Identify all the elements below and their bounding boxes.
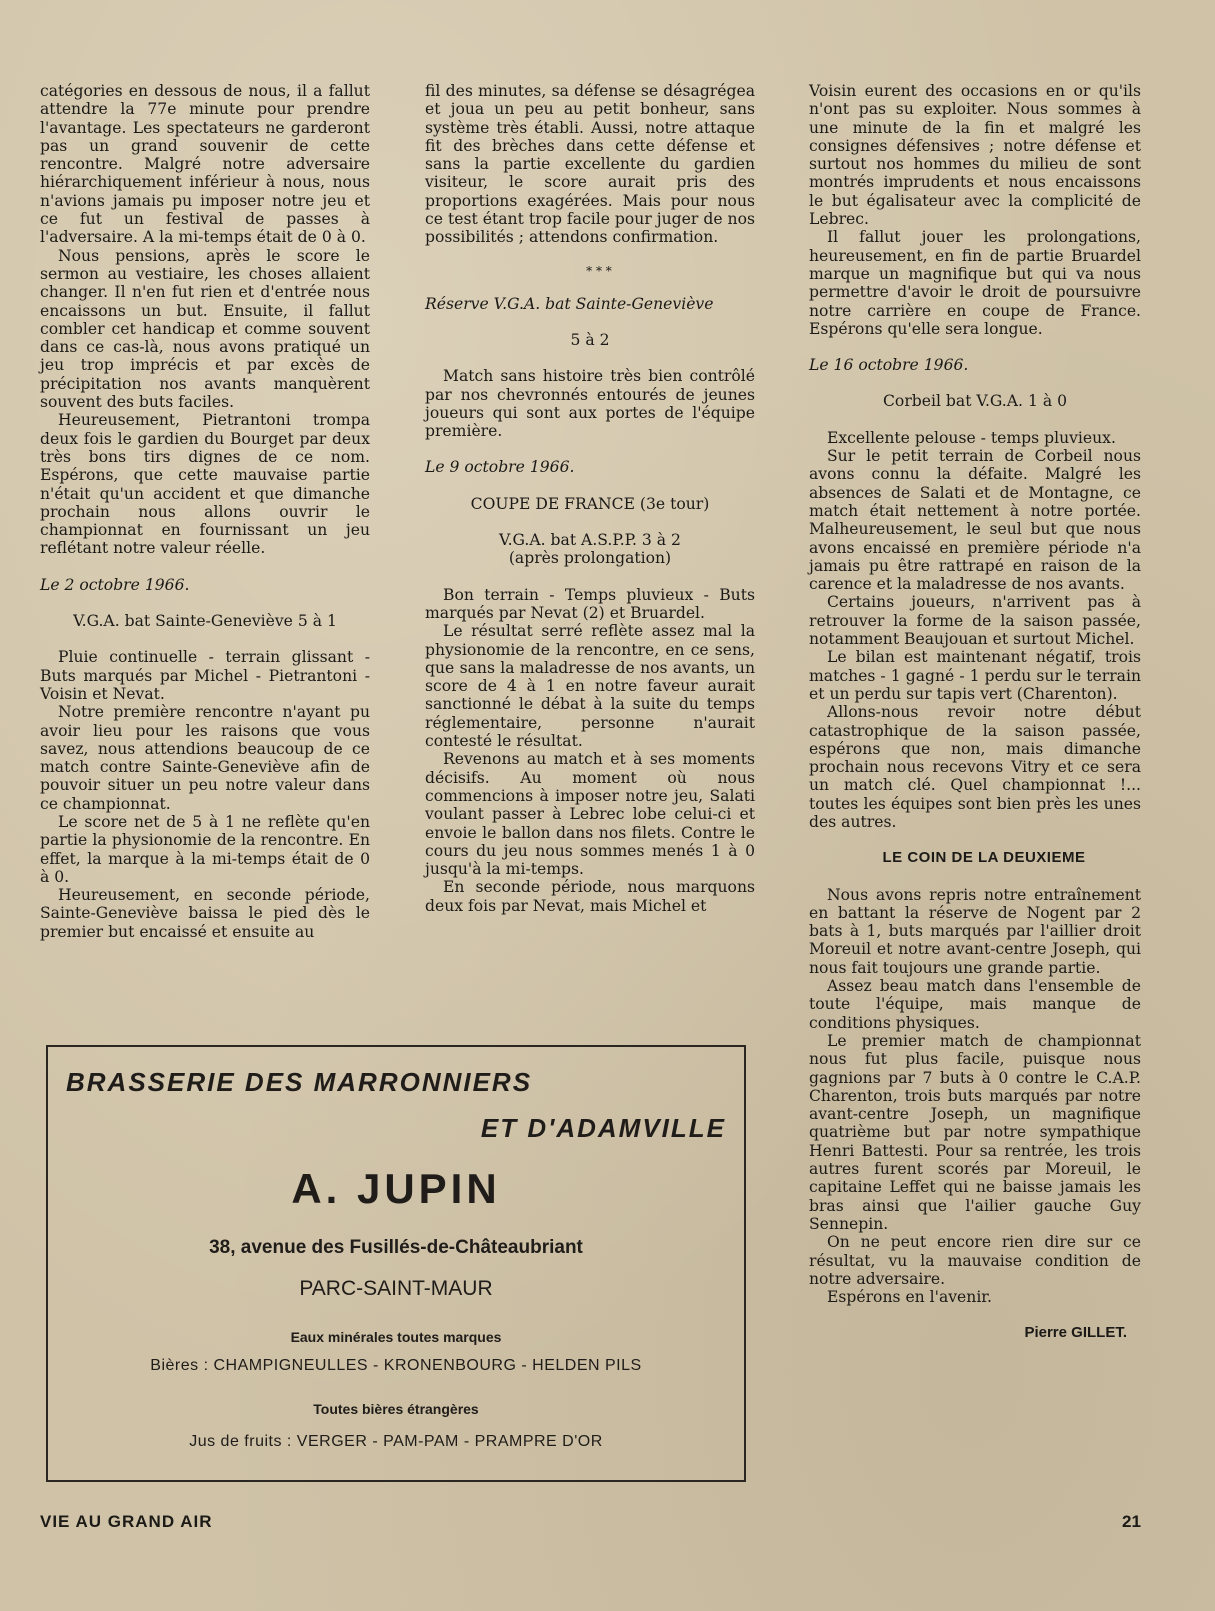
match-result: Corbeil bat V.G.A. 1 à 0 bbox=[883, 392, 1067, 411]
paragraph: Heureusement, en seconde période, Sainte-Geneviève baissa le pied dès le premier but encaissé et ensuite au bbox=[40, 886, 370, 941]
paragraph: Espérons en l'avenir. bbox=[827, 1288, 993, 1307]
reserve-title: Réserve V.G.A. bat Sainte-Geneviève bbox=[425, 294, 714, 313]
section-separator: * * * bbox=[586, 263, 612, 278]
paragraph: Nous pensions, après le score le sermon au vestiaire, les choses allaient changer. Il n'en fut rien et d'entrée nous encaissons un but. Ensuite, il fallut combler cet handicap et comme souvent dans ce cas-là, nous avons pratiqué un jeu trop imprécis et par excès de précipitation nos avants manquèrent souvent des buts faciles. bbox=[40, 246, 370, 412]
paragraph: On ne peut encore rien dire sur ce résultat, vu la mauvaise condition de notre adversaire. bbox=[809, 1233, 1141, 1288]
paragraph: Il fallut jouer les prolongations, heureusement, en fin de partie Bruardel marque un magnifique but qui va nous permettre d'avoir le droit de poursuivre notre carrière en coupe de France. Espérons qu'elle sera longue. bbox=[809, 228, 1141, 338]
magazine-title: VIE AU GRAND AIR bbox=[40, 1512, 213, 1531]
paragraph: Le bilan est maintenant négatif, trois matches - 1 gagné - 1 perdu sur le terrain et un perdu sur tapis vert (Charenton). bbox=[809, 648, 1141, 703]
article-column-1 bbox=[40, 82, 370, 941]
ad-foreign-beers: Toutes bières étrangères bbox=[313, 1401, 479, 1417]
paragraph: Heureusement, Pietrantoni trompa deux fois le gardien du Bourget par deux très bons tirs dignes de ce nom. Espérons, que cette mauvaise partie n'était qu'un accident et que dimanche prochain nous allons ouvrir le championnat en fournissant un jeu reflétant notre valeur réelle. bbox=[40, 411, 370, 558]
ad-city: PARC-SAINT-MAUR bbox=[299, 1277, 493, 1300]
ad-beers: Bières : CHAMPIGNEULLES - KRONENBOURG - HELDEN PILS bbox=[150, 1357, 642, 1374]
paragraph: Le score net de 5 à 1 ne reflète qu'en partie la physionomie de la rencontre. En effet, la marque à la mi-temps était de 0 à 0. bbox=[40, 812, 370, 886]
paragraph: Excellente pelouse - temps pluvieux. bbox=[827, 428, 1116, 447]
paragraph: fil des minutes, sa défense se désagrégea et joua un peu au petit bonheur, sans système très établi. Aussi, notre attaque fit des brèches dans cette défense et sans la partie excellente du gardien visiteur, le score aurait pris des proportions exagérées. Mais pour nous ce test étant trop facile pour juger de nos possibilités ; attendons confirmation. bbox=[425, 82, 755, 247]
paragraph: Le premier match de championnat nous fut plus facile, puisque nous gagnions par 7 buts à 0 contre le C.A.P. Charenton, trois buts marqués par notre avant-centre Joseph, un magnifique quatrième but par notre sympathique Henri Battesti. Pour sa rentrée, les trois autres furent scorés par Moreuil, le capitaine Leffet qui ne baisse jamais les bras ainsi que l'ailier gauche Guy Sennepin. bbox=[809, 1031, 1141, 1233]
paragraph: catégories en dessous de nous, il a fallut attendre la 77e minute pour prendre l'avantage. Les spectateurs ne garderont pas un grand souvenir de cette rencontre. Malgré notre adversaire hiérarchiquement inférieur à nous, nous n'avions jamais pu imposer notre jeu et ce fut un festival de passes à l'adversaire. A la mi-temps était de 0 à 0. bbox=[40, 82, 370, 247]
ad-address: 38, avenue des Fusillés-de-Châteaubriant bbox=[209, 1237, 583, 1258]
paragraph: Nous avons repris notre entraînement en battant la réserve de Nogent par 2 bats à 1, buts marqués par l'aillier droit Moreuil et notre avant-centre Joseph, qui nous fait toujours une grande partie. bbox=[809, 885, 1141, 977]
article-column-3 bbox=[809, 82, 1141, 1343]
ad-brasserie-name-2: ET D'ADAMVILLE bbox=[480, 1113, 726, 1143]
ad-mineral-waters: Eaux minérales toutes marques bbox=[290, 1329, 502, 1345]
match-note: (après prolongation) bbox=[508, 549, 672, 568]
paragraph: Le résultat serré reflète assez mal la physionomie de la rencontre, en ce sens, que sans la maladresse de nos avants, un score de 4 à 1 en notre faveur aurait sanctionné le débat à la suite du temps réglementaire, personne n'aurait contesté le résultat. bbox=[425, 622, 755, 751]
paragraph: Notre première rencontre n'ayant pu avoir lieu pour les raisons que vous savez, nous attendions beaucoup de ce match contre Sainte-Geneviève afin de pouvoir situer un peu notre valeur dans ce championnat. bbox=[40, 703, 370, 813]
paragraph: Pluie continuelle - terrain glissant - Buts marqués par Michel - Pietrantoni - Voisin et Nevat. bbox=[40, 648, 370, 703]
brasserie-advertisement bbox=[46, 1045, 746, 1482]
reserve-score: 5 à 2 bbox=[570, 330, 610, 349]
ad-fruit-juices: Jus de fruits : VERGER - PAM-PAM - PRAMPRE D'OR bbox=[189, 1433, 603, 1450]
page-number: 21 bbox=[1122, 1512, 1141, 1531]
paragraph: Allons-nous revoir notre début catastrophique de la saison passée, espérons que non, mais dimanche prochain nous recevons Vitry et ce sera un match clé. Quel championnat !... toutes les équipes sont bien près les unes des autres. bbox=[809, 703, 1141, 831]
paragraph: Certains joueurs, n'arrivent pas à retrouver la forme de la saison passée, notamment Beaujouan et surtout Michel. bbox=[809, 593, 1141, 649]
match-date: Le 16 octobre 1966. bbox=[809, 356, 969, 375]
section-heading: LE COIN DE LA DEUXIEME bbox=[882, 849, 1086, 867]
paragraph: Revenons au match et à ses moments décisifs. Au moment où nous commencions à imposer notre jeu, Salati voulant passer à Lebrec lobe celui-ci et envoie le ballon dans nos filets. Contre le cours du jeu nous sommes menés 1 à 0 jusqu'à la mi-temps. bbox=[425, 750, 755, 879]
ad-owner-name: A. JUPIN bbox=[291, 1165, 501, 1212]
match-result: V.G.A. bat A.S.P.P. 3 à 2 bbox=[499, 531, 681, 550]
paragraph: Sur le petit terrain de Corbeil nous avons connu la défaite. Malgré les absences de Salati et de Montagne, ce match était nettement à notre portée. Malheureusement, le seul but que nous avons encaissé en première période n'a jamais pu être rattrapé en raison de la carence et la maladresse de nos avants. bbox=[809, 447, 1141, 594]
match-result: V.G.A. bat Sainte-Geneviève 5 à 1 bbox=[73, 612, 337, 631]
ad-brasserie-name: BRASSERIE DES MARRONNIERS bbox=[66, 1067, 533, 1097]
paragraph: Voisin eurent des occasions en or qu'ils n'ont pas su exploiter. Nous sommes à une minute de la fin et malgré les consignes défensives ; notre défense et surtout nos hommes du milieu de sont montrés imprudents et nous encaissons le but égalisateur avec la complicité de Lebrec. bbox=[809, 82, 1141, 229]
author-signature: Pierre GILLET. bbox=[1024, 1324, 1127, 1342]
match-date: Le 9 octobre 1966. bbox=[425, 458, 575, 477]
paragraph: Bon terrain - Temps pluvieux - Buts marqués par Nevat (2) et Bruardel. bbox=[425, 585, 755, 622]
match-date: Le 2 octobre 1966. bbox=[40, 575, 190, 594]
article-column-2 bbox=[425, 82, 755, 915]
paragraph: Match sans histoire très bien contrôlé par nos chevronnés entourés de jeunes joueurs qui sont aux portes de l'équipe première. bbox=[425, 367, 755, 441]
paragraph: Assez beau match dans l'ensemble de toute l'équipe, mais manque de conditions physiques. bbox=[809, 977, 1141, 1032]
paragraph: En seconde période, nous marquons deux fois par Nevat, mais Michel et bbox=[425, 878, 755, 915]
cup-title: COUPE DE FRANCE (3e tour) bbox=[470, 494, 710, 513]
